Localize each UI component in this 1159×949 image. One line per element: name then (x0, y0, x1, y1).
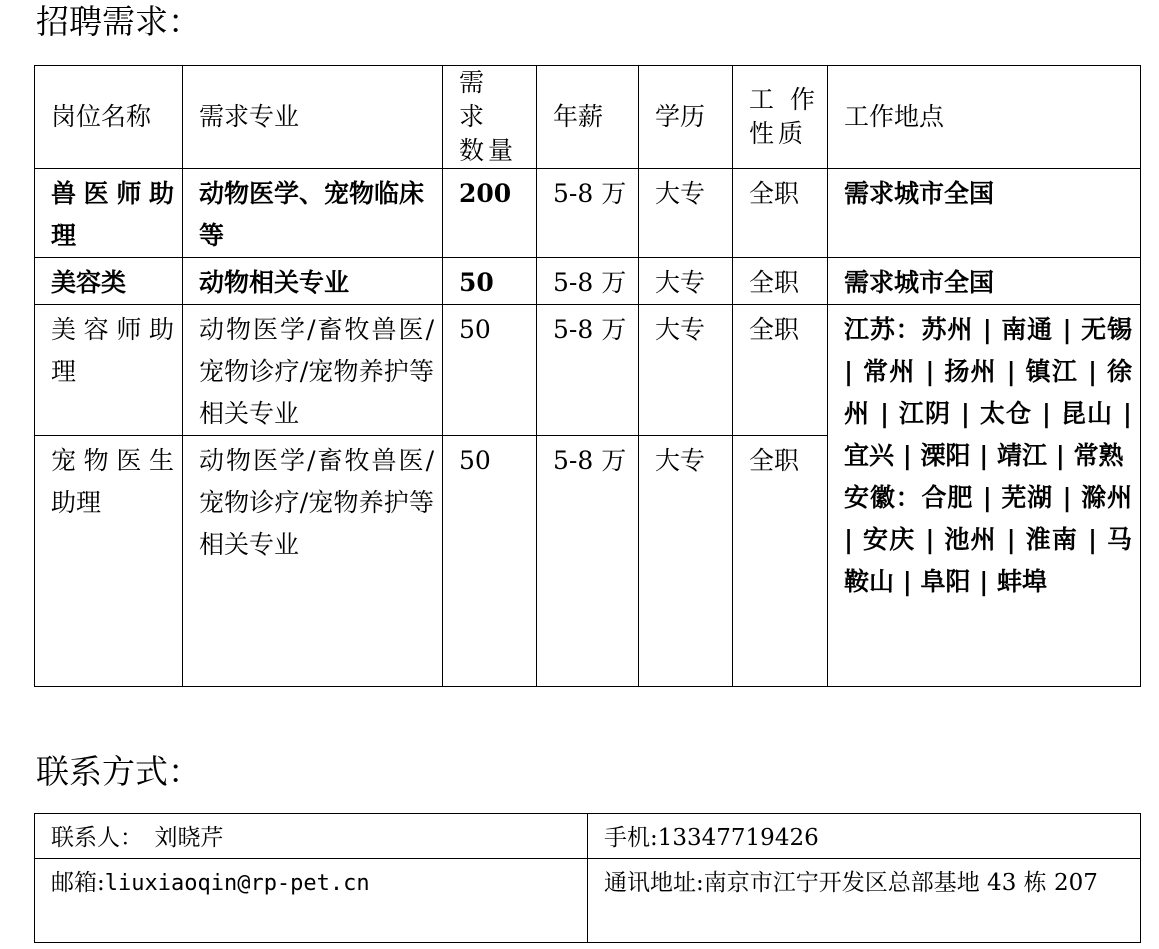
cell-salary: 5-8 万 (553, 315, 627, 344)
cell-type: 全职 (749, 315, 800, 344)
cell-education: 大专 (655, 315, 706, 344)
recruitment-table (34, 65, 1141, 687)
header-major: 需求专业 (199, 102, 300, 131)
header-salary: 年薪 (553, 102, 604, 131)
table-cell (35, 169, 183, 258)
cell-count: 50 (459, 446, 491, 475)
table-cell (183, 436, 443, 687)
cell-major: 动物医学、宠物临床等 (199, 179, 425, 250)
table-cell (639, 436, 733, 687)
cell-education: 大专 (655, 268, 706, 297)
table-cell (733, 169, 828, 258)
table-row (35, 305, 1141, 436)
table-cell (828, 169, 1141, 258)
table-cell (35, 436, 183, 687)
table-cell (183, 305, 443, 436)
table-row (35, 814, 1141, 859)
header-type-line1: 工 作 (749, 85, 819, 114)
header-type (733, 83, 827, 151)
email-link[interactable]: liuxiaoqin@rp-pet.cn (104, 871, 370, 896)
table-cell (537, 305, 639, 436)
contact-email-cell (35, 859, 588, 943)
table-row (35, 859, 1141, 943)
header-position: 岗位名称 (51, 102, 152, 131)
header-education: 学历 (655, 102, 706, 131)
table-cell (733, 436, 828, 687)
header-cell (183, 66, 443, 169)
cell-position: 美容师助理 (51, 315, 174, 386)
table-cell (537, 258, 639, 305)
table-header-row (35, 66, 1141, 169)
email-label: 邮箱: (51, 870, 105, 896)
cell-count: 50 (459, 268, 494, 297)
recruitment-heading: 招聘需求： (36, 2, 201, 41)
cell-type: 全职 (749, 179, 800, 208)
table-cell (733, 258, 828, 305)
contact-heading: 联系方式： (36, 752, 201, 791)
header-cell (35, 66, 183, 169)
table-cell (733, 305, 828, 436)
cell-major: 动物医学/畜牧兽医/宠物诊疗/宠物养护等相关专业 (199, 315, 434, 428)
header-cell (537, 66, 639, 169)
table-cell (639, 305, 733, 436)
location-jiangsu: 江苏：苏州 | 南通 | 无锡 | 常州 | 扬州 | 镇江 | 徐州 | 江阴 | 太仓 | 昆山 | 宜兴 | 溧阳 | 靖江 | 常熟 (844, 315, 1132, 470)
header-cell (443, 66, 537, 169)
table-cell (183, 258, 443, 305)
header-cell (828, 66, 1141, 169)
cell-salary: 5-8 万 (553, 268, 627, 297)
header-location: 工作地点 (844, 102, 945, 131)
cell-education: 大专 (655, 446, 706, 475)
table-cell (35, 258, 183, 305)
table-cell (828, 258, 1141, 305)
cell-position: 兽医师助理 (51, 179, 174, 250)
table-cell (639, 169, 733, 258)
contact-address-cell (588, 859, 1141, 943)
contact-table (34, 813, 1141, 943)
location-anhui: 安徽：合肥 | 芜湖 | 滁州 | 安庆 | 池州 | 淮南 | 马鞍山 | 阜阳 | 蚌埠 (844, 483, 1132, 596)
table-cell (35, 305, 183, 436)
cell-education: 大专 (655, 179, 706, 208)
cell-salary: 5-8 万 (553, 179, 627, 208)
table-cell (537, 436, 639, 687)
table-cell (443, 436, 537, 687)
cell-position: 美容类 (51, 268, 127, 297)
cell-major: 动物相关专业 (199, 268, 350, 297)
contact-address: 通讯地址:南京市江宁开发区总部基地 43 栋 207 (604, 870, 1098, 896)
table-row (35, 258, 1141, 305)
cell-type: 全职 (749, 446, 800, 475)
table-cell-shared-location (828, 305, 1141, 687)
contact-person: 联系人： 刘晓芹 (51, 825, 224, 851)
cell-location: 需求城市全国 (844, 268, 995, 297)
table-cell (443, 169, 537, 258)
header-count-line1: 需 求 (459, 68, 489, 131)
cell-count: 200 (459, 179, 512, 208)
header-cell (733, 66, 828, 169)
table-cell (537, 169, 639, 258)
contact-phone: 手机:13347719426 (604, 825, 819, 851)
location-list (828, 305, 1140, 603)
cell-type: 全职 (749, 268, 800, 297)
table-cell (443, 258, 537, 305)
table-cell (639, 258, 733, 305)
cell-position: 宠物医生助理 (51, 446, 174, 517)
header-count-line2: 数量 (459, 136, 518, 165)
header-type-line2: 性质 (749, 119, 808, 148)
header-cell (639, 66, 733, 169)
cell-count: 50 (459, 315, 491, 344)
header-count (443, 66, 536, 168)
cell-salary: 5-8 万 (553, 446, 627, 475)
contact-person-cell (35, 814, 588, 859)
table-row (35, 169, 1141, 258)
contact-phone-cell (588, 814, 1141, 859)
table-cell (183, 169, 443, 258)
cell-location: 需求城市全国 (844, 179, 995, 208)
table-cell (443, 305, 537, 436)
cell-major: 动物医学/畜牧兽医/宠物诊疗/宠物养护等相关专业 (199, 446, 434, 559)
